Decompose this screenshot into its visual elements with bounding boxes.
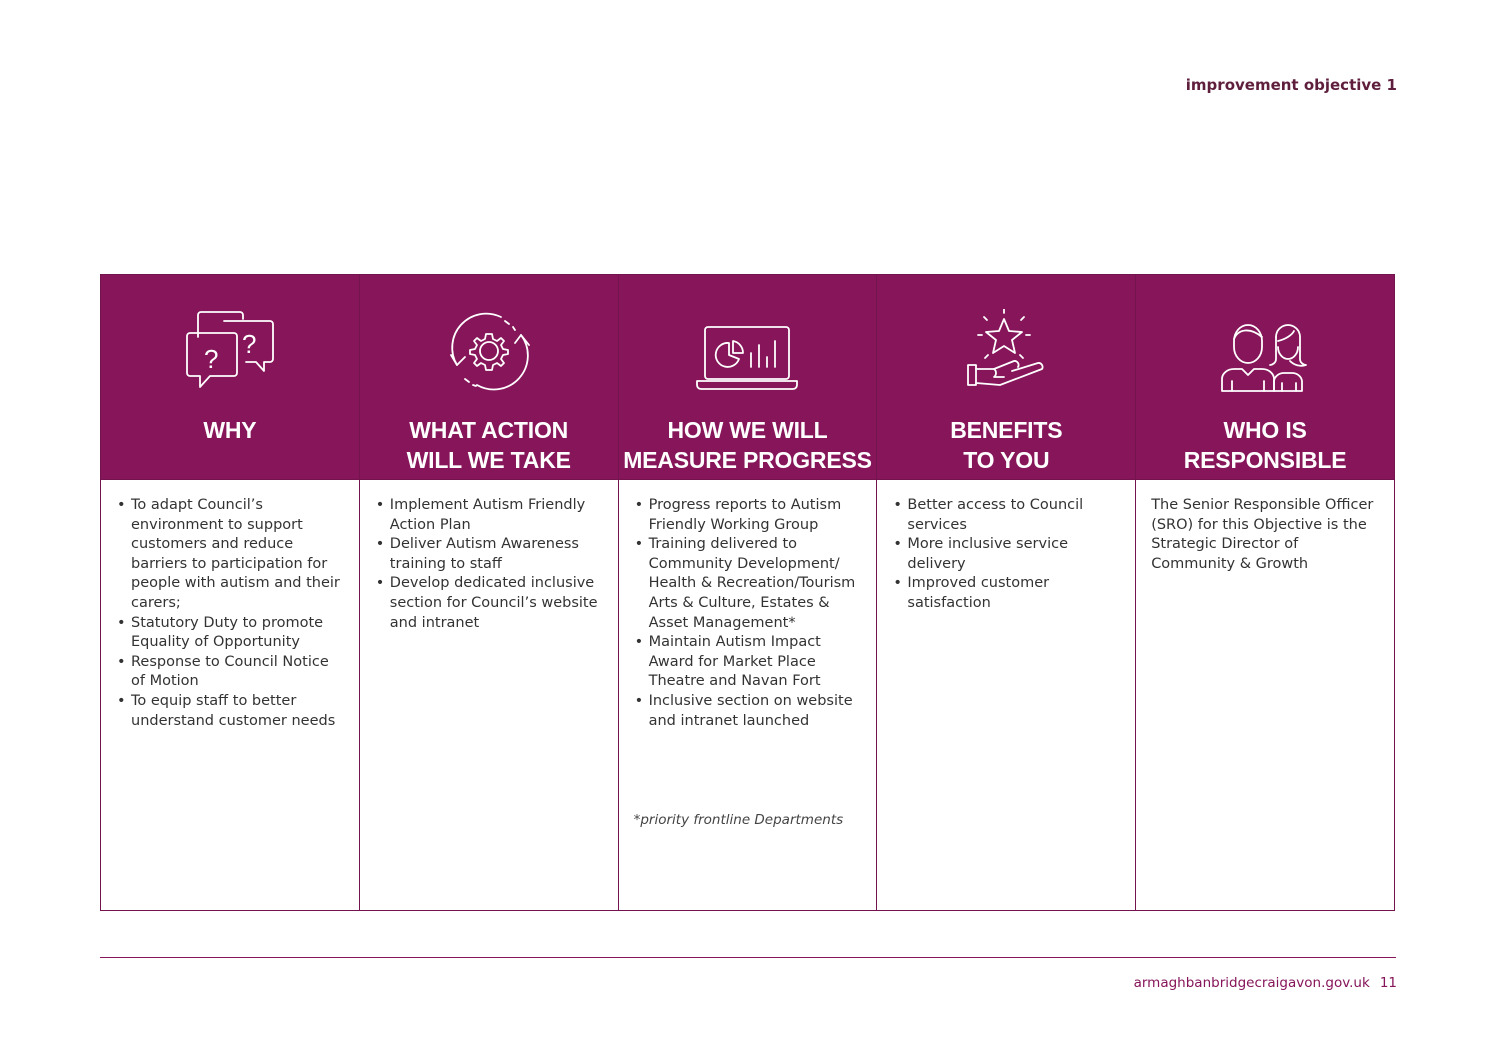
list-item: • Inclusive section on website and intranet launched	[634, 692, 863, 731]
list-item: • Statutory Duty to promote Equality of Opportunity	[116, 614, 345, 653]
column-body	[1136, 480, 1394, 910]
column-body	[619, 480, 877, 910]
gear-cycle-icon	[443, 275, 535, 393]
list-item: • To adapt Council’s environment to support customers and reduce barriers to participation for people with autism and their carers;	[116, 496, 345, 614]
column-title: BENEFITS TO YOU	[950, 417, 1063, 473]
list-item: • Maintain Autism Impact Award for Market Place Theatre and Navan Fort	[634, 633, 863, 692]
list-item: • Deliver Autism Awareness training to staff	[375, 535, 604, 574]
list-item: • Implement Autism Friendly Action Plan	[375, 496, 604, 535]
website-link[interactable]: armaghbanbridgecraigavon.gov.uk	[1133, 975, 1370, 991]
list-item: • Progress reports to Autism Friendly Working Group	[634, 496, 863, 535]
column-body	[877, 480, 1135, 910]
list-item: • Develop dedicated inclusive section for Council’s website and intranet	[375, 574, 604, 633]
column-why	[101, 275, 360, 910]
laptop-chart-icon	[695, 275, 799, 393]
column-responsible	[1136, 275, 1394, 910]
responsible-text: The Senior Responsible Officer (SRO) for this Objective is the Strategic Director of Community & Growth	[1151, 497, 1374, 572]
list-item: • Training delivered to Community Development/ Health & Recreation/Tourism Arts & Culture, Estates & Asset Management*	[634, 535, 863, 633]
column-header	[360, 275, 618, 480]
page-number: 11	[1379, 975, 1397, 991]
footer-divider	[100, 957, 1396, 958]
column-measure-progress	[619, 275, 878, 910]
column-what-action	[360, 275, 619, 910]
column-header	[101, 275, 359, 480]
svg-text:?: ?	[203, 344, 219, 374]
objective-table	[100, 274, 1395, 911]
hand-star-icon	[964, 275, 1048, 393]
column-title: WHY	[203, 417, 257, 443]
list-item: • Response to Council Notice of Motion	[116, 653, 345, 692]
column-title: HOW WE WILL MEASURE PROGRESS	[623, 417, 872, 473]
list-item: • To equip staff to better understand customer needs	[116, 692, 345, 731]
column-title: WHO IS RESPONSIBLE	[1183, 417, 1347, 473]
column-title: WHAT ACTION WILL WE TAKE	[406, 417, 571, 473]
column-body	[360, 480, 618, 910]
people-icon	[1220, 275, 1310, 393]
column-body	[101, 480, 359, 910]
column-header	[877, 275, 1135, 480]
list-item: • Better access to Council services	[892, 496, 1121, 535]
column-benefits	[877, 275, 1136, 910]
column-header	[619, 275, 877, 480]
column-header	[1136, 275, 1394, 480]
list-item: • More inclusive service delivery	[892, 535, 1121, 574]
svg-text:?: ?	[241, 329, 257, 359]
speech-bubbles-question-icon	[184, 275, 276, 393]
list-item: • Improved customer satisfaction	[892, 574, 1121, 613]
footer	[1134, 975, 1397, 991]
footnote: *priority frontline Departments	[633, 812, 844, 828]
section-label: improvement objective 1	[1185, 76, 1397, 94]
